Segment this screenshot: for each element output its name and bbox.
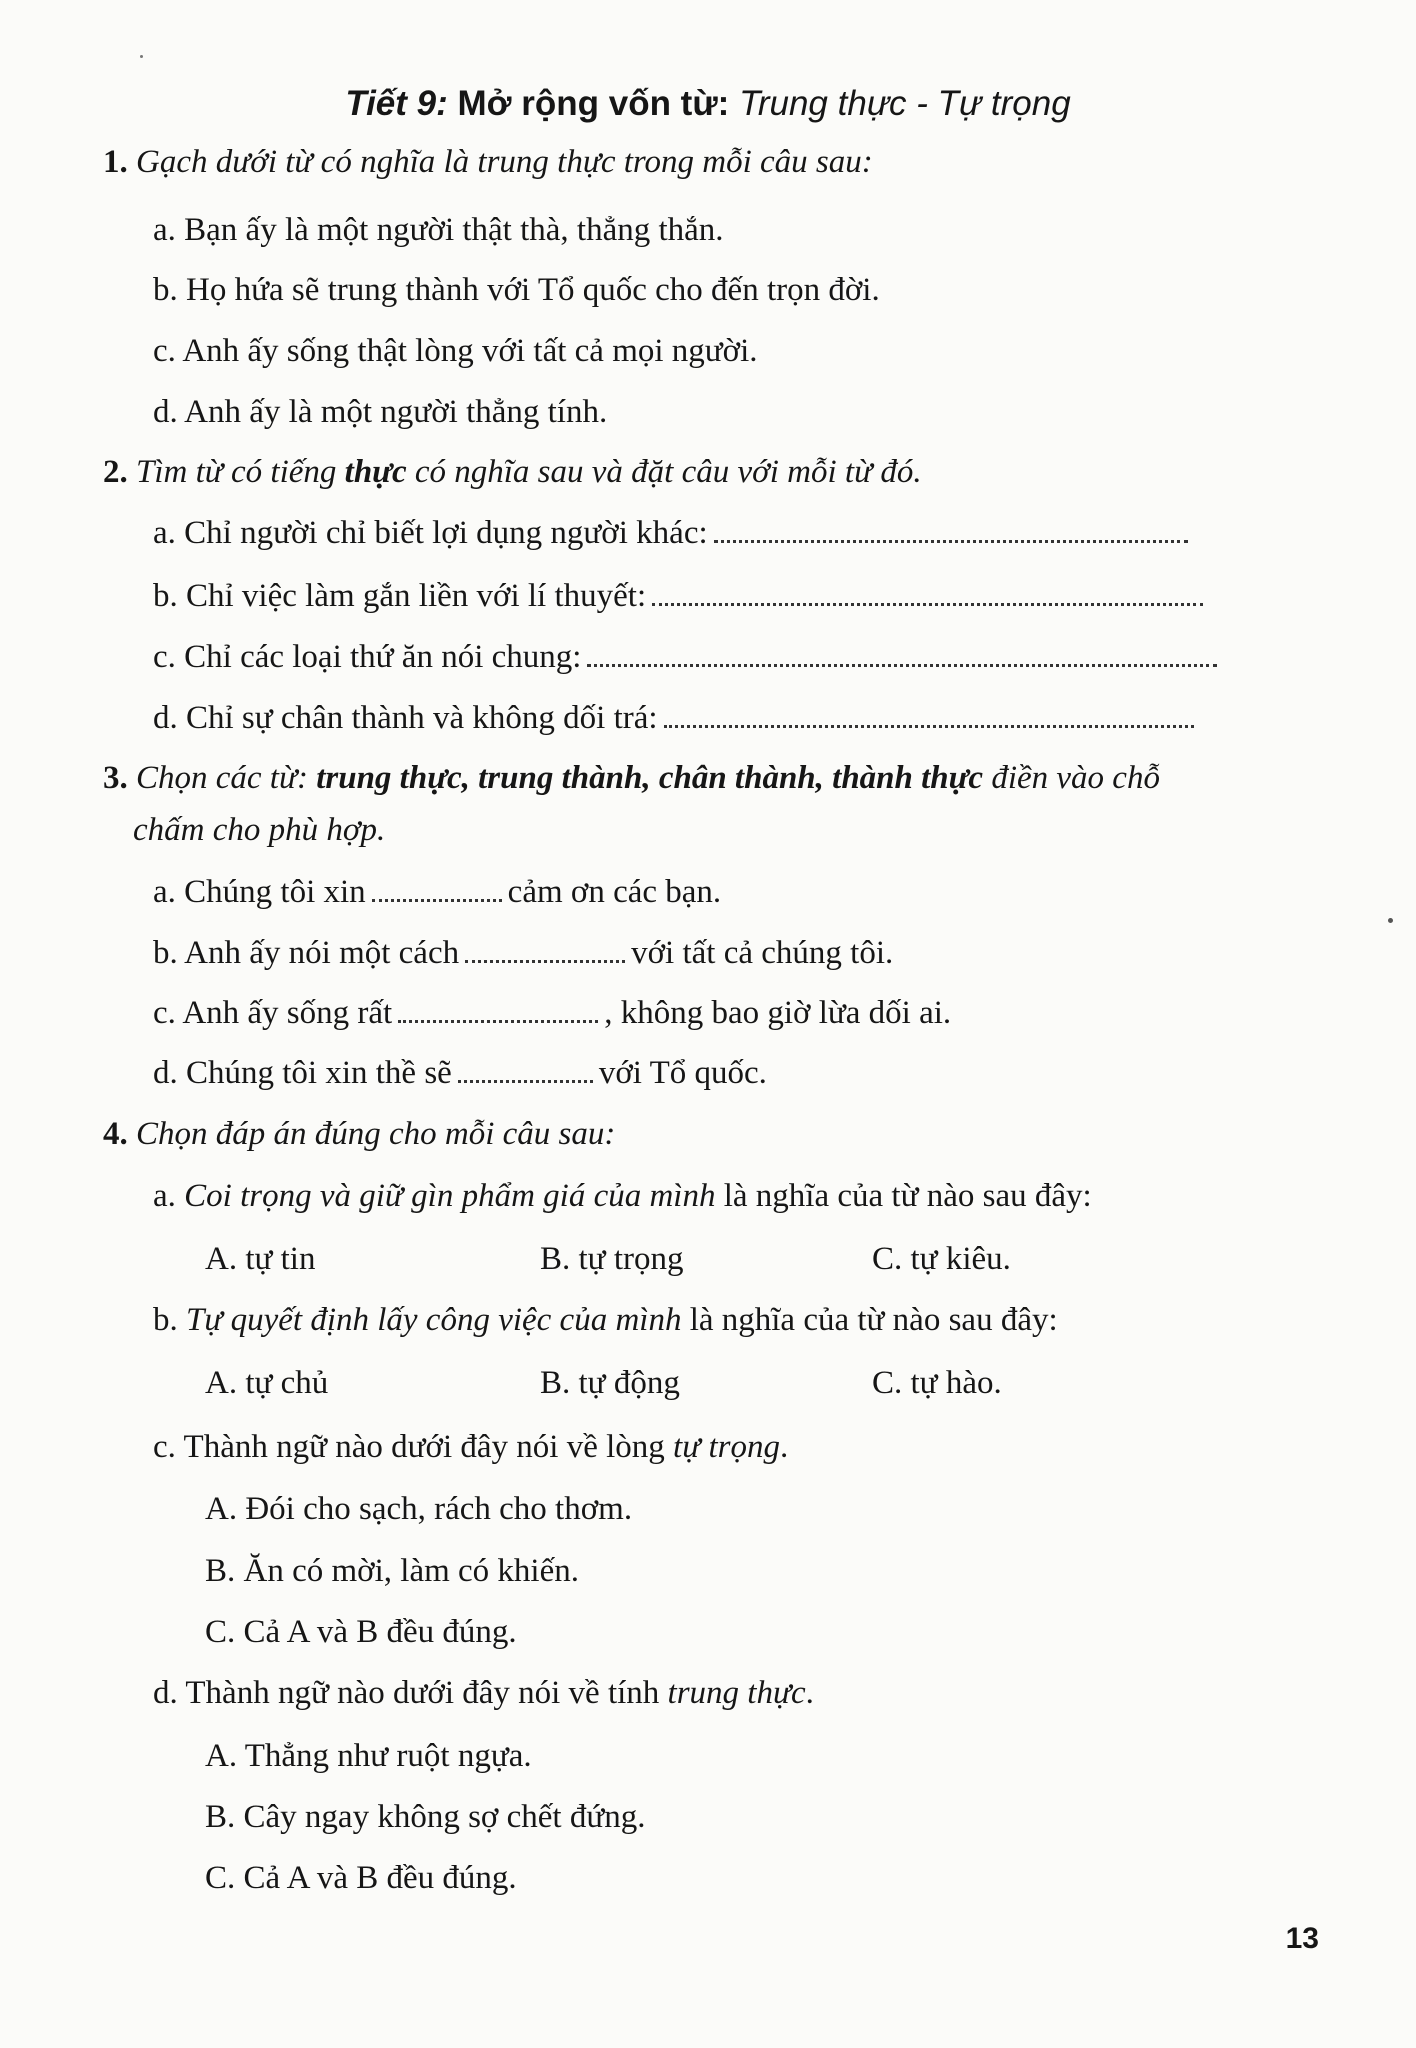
question-2: 2. Tìm từ có tiếng thực có nghĩa sau và đặt câu với mỗi từ đó.: [103, 454, 922, 490]
q4c-option-c[interactable]: C. Cả A và B đều đúng.: [205, 1614, 517, 1650]
q2-item-c: c. Chỉ các loại thứ ăn nói chung:: [153, 637, 1217, 677]
q2-item-b: b. Chỉ việc làm gắn liền với lí thuyết:: [153, 576, 1203, 616]
q4b-option-a[interactable]: A. tự chủ: [205, 1365, 329, 1401]
q4-item-a: a. Coi trọng và giữ gìn phẩm giá của mình là nghĩa của từ nào sau đây:: [153, 1178, 1092, 1214]
answer-blank[interactable]: [372, 897, 502, 902]
q1-item-d: d. Anh ấy là một người thẳng tính.: [153, 394, 608, 430]
answer-blank[interactable]: [458, 1078, 593, 1083]
q1-item-a: a. Bạn ấy là một người thật thà, thẳng thắn.: [153, 212, 724, 248]
q4d-option-b[interactable]: B. Cây ngay không sợ chết đứng.: [205, 1799, 646, 1835]
q4c-option-b[interactable]: B. Ăn có mời, làm có khiến.: [205, 1553, 579, 1589]
q4-item-c: c. Thành ngữ nào dưới đây nói về lòng tự trọng.: [153, 1429, 789, 1465]
q2-item-d: d. Chỉ sự chân thành và không dối trá:: [153, 698, 1194, 738]
answer-blank[interactable]: [664, 723, 1194, 728]
page-number: 13: [1285, 1922, 1319, 1955]
answer-blank[interactable]: [465, 958, 625, 963]
q4c-option-a[interactable]: A. Đói cho sạch, rách cho thơm.: [205, 1491, 633, 1527]
q4b-option-b[interactable]: B. tự động: [540, 1365, 680, 1401]
answer-blank[interactable]: [714, 538, 1188, 543]
q1-item-c: c. Anh ấy sống thật lòng với tất cả mọi người.: [153, 333, 758, 369]
question-1: 1. Gạch dưới từ có nghĩa là trung thực trong mỗi câu sau:: [103, 144, 873, 180]
page-title: Tiết 9: Mở rộng vốn từ: Trung thực - Tự trọng: [345, 84, 1071, 123]
answer-blank[interactable]: [652, 601, 1203, 606]
answer-blank[interactable]: [587, 662, 1217, 667]
q1-item-b: b. Họ hứa sẽ trung thành với Tổ quốc cho đến trọn đời.: [153, 272, 880, 308]
q3-item-d: d. Chúng tôi xin thề sẽ với Tổ quốc.: [153, 1055, 767, 1091]
q4a-option-b[interactable]: B. tự trọng: [540, 1241, 684, 1277]
speck: [1388, 918, 1393, 923]
answer-blank[interactable]: [398, 1018, 598, 1023]
q4d-option-c[interactable]: C. Cả A và B đều đúng.: [205, 1860, 517, 1896]
q4a-option-a[interactable]: A. tự tin: [205, 1241, 316, 1277]
question-4: 4. Chọn đáp án đúng cho mỗi câu sau:: [103, 1116, 616, 1152]
q4b-option-c[interactable]: C. tự hào.: [872, 1365, 1002, 1401]
speck: [140, 55, 143, 58]
question-3: 3. Chọn các từ: trung thực, trung thành, chân thành, thành thực điền vào chỗ: [103, 760, 1160, 796]
q3-item-c: c. Anh ấy sống rất , không bao giờ lừa dối ai.: [153, 995, 952, 1031]
q3-item-a: a. Chúng tôi xin cảm ơn các bạn.: [153, 874, 722, 910]
q4d-option-a[interactable]: A. Thẳng như ruột ngựa.: [205, 1738, 532, 1774]
question-3-continued: chấm cho phù hợp.: [133, 812, 386, 848]
q4-item-d: d. Thành ngữ nào dưới đây nói về tính trung thực.: [153, 1675, 814, 1711]
q2-item-a: a. Chỉ người chỉ biết lợi dụng người khác:: [153, 513, 1188, 553]
q4-item-b: b. Tự quyết định lấy công việc của mình là nghĩa của từ nào sau đây:: [153, 1302, 1058, 1338]
q4a-option-c[interactable]: C. tự kiêu.: [872, 1241, 1011, 1277]
q3-item-b: b. Anh ấy nói một cách với tất cả chúng tôi.: [153, 935, 894, 971]
